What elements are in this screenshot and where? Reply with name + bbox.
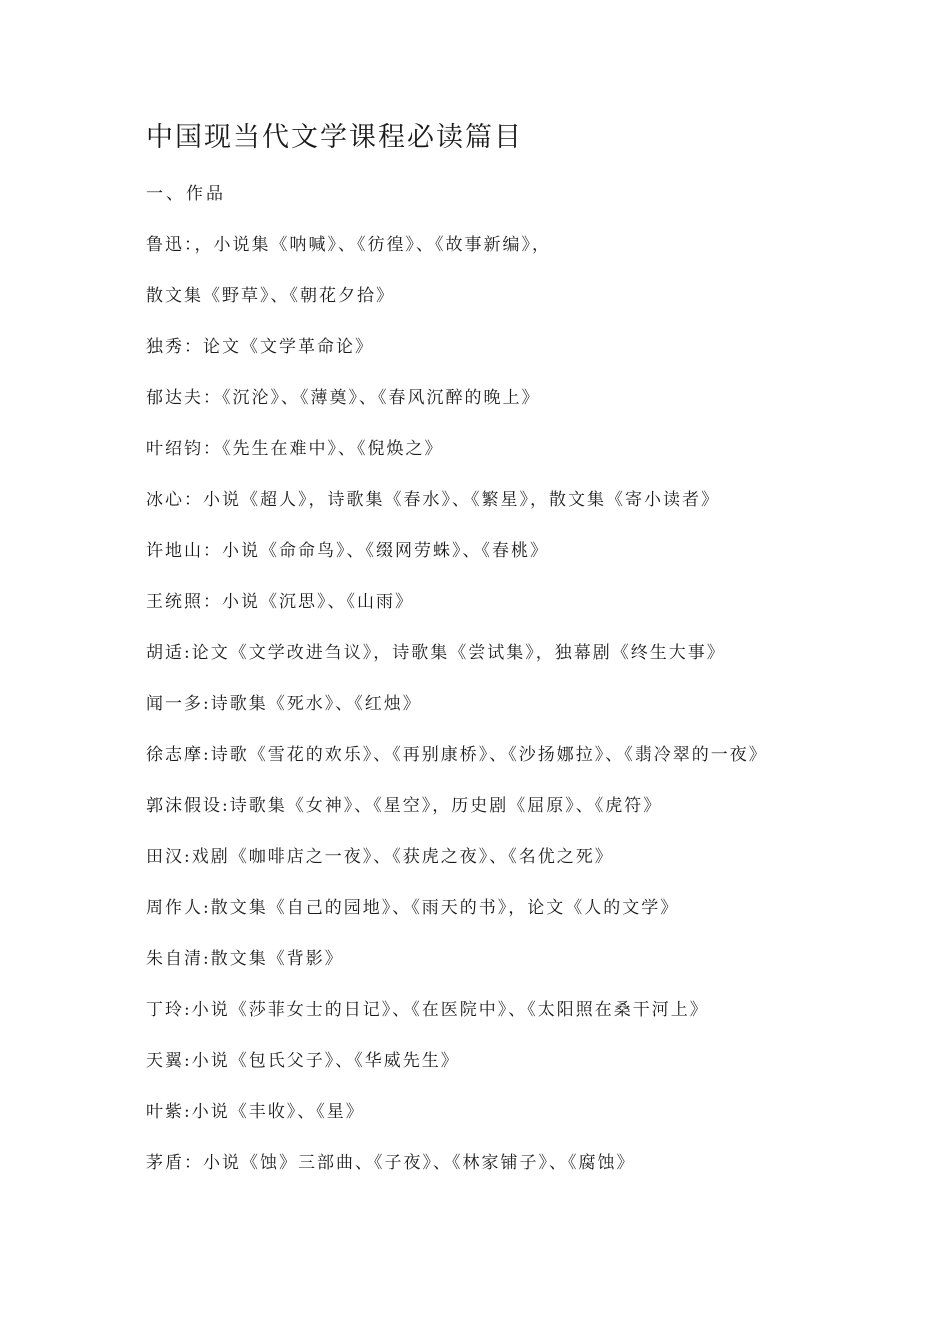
list-item: 郭沫假设:诗歌集《女神》、《星空》，历史剧《屈原》、《虎符》 [146, 796, 663, 816]
list-item: 茅盾：小说《蚀》三部曲、《子夜》、《林家铺子》、《腐蚀》 [146, 1153, 636, 1173]
section-heading: 一、作品 [146, 184, 226, 204]
list-item: 胡适:论文《文学改进刍议》，诗歌集《尝试集》，独幕剧《终生大事》 [146, 643, 726, 663]
list-item: 周作人:散文集《自己的园地》、《雨天的书》，论文《人的文学》 [146, 898, 680, 918]
list-item: 田汉:戏剧《咖啡店之一夜》、《获虎之夜》、《名优之死》 [146, 847, 614, 867]
list-item: 许地山：小说《命命鸟》、《缀网劳蛛》、《春桃》 [146, 541, 549, 561]
list-item: 散文集《野草》、《朝花夕拾》 [146, 286, 395, 306]
list-item: 叶绍钧：《先生在难中》、《倪焕之》 [146, 439, 444, 459]
list-item: 叶紫:小说《丰收》、《星》 [146, 1102, 365, 1122]
list-item: 冰心：小说《超人》，诗歌集《春水》、《繁星》，散文集《寄小读者》 [146, 490, 720, 510]
list-item: 丁玲:小说《莎菲女士的日记》、《在医院中》、《太阳照在桑干河上》 [146, 1000, 709, 1020]
reading-list [146, 231, 811, 1200]
list-item: 鲁迅：，小说集《呐喊》、《彷徨》、《故事新编》， [146, 235, 551, 255]
list-item: 独秀：论文《文学革命论》 [146, 337, 374, 357]
list-item: 徐志摩:诗歌《雪花的欢乐》、《再别康桥》、《沙扬娜拉》、《翡冷翠的一夜》 [146, 745, 768, 765]
list-item: 王统照：小说《沉思》、《山雨》 [146, 592, 414, 612]
list-item: 郁达夫：《沉沦》、《薄奠》、《春风沉醉的晚上》 [146, 388, 541, 408]
list-item: 天翼:小说《包氏父子》、《华威先生》 [146, 1051, 460, 1071]
list-item: 朱自清:散文集《背影》 [146, 949, 344, 969]
list-item: 闻一多:诗歌集《死水》、《红烛》 [146, 694, 422, 714]
page-title: 中国现当代文学课程必读篇目 [146, 122, 523, 153]
